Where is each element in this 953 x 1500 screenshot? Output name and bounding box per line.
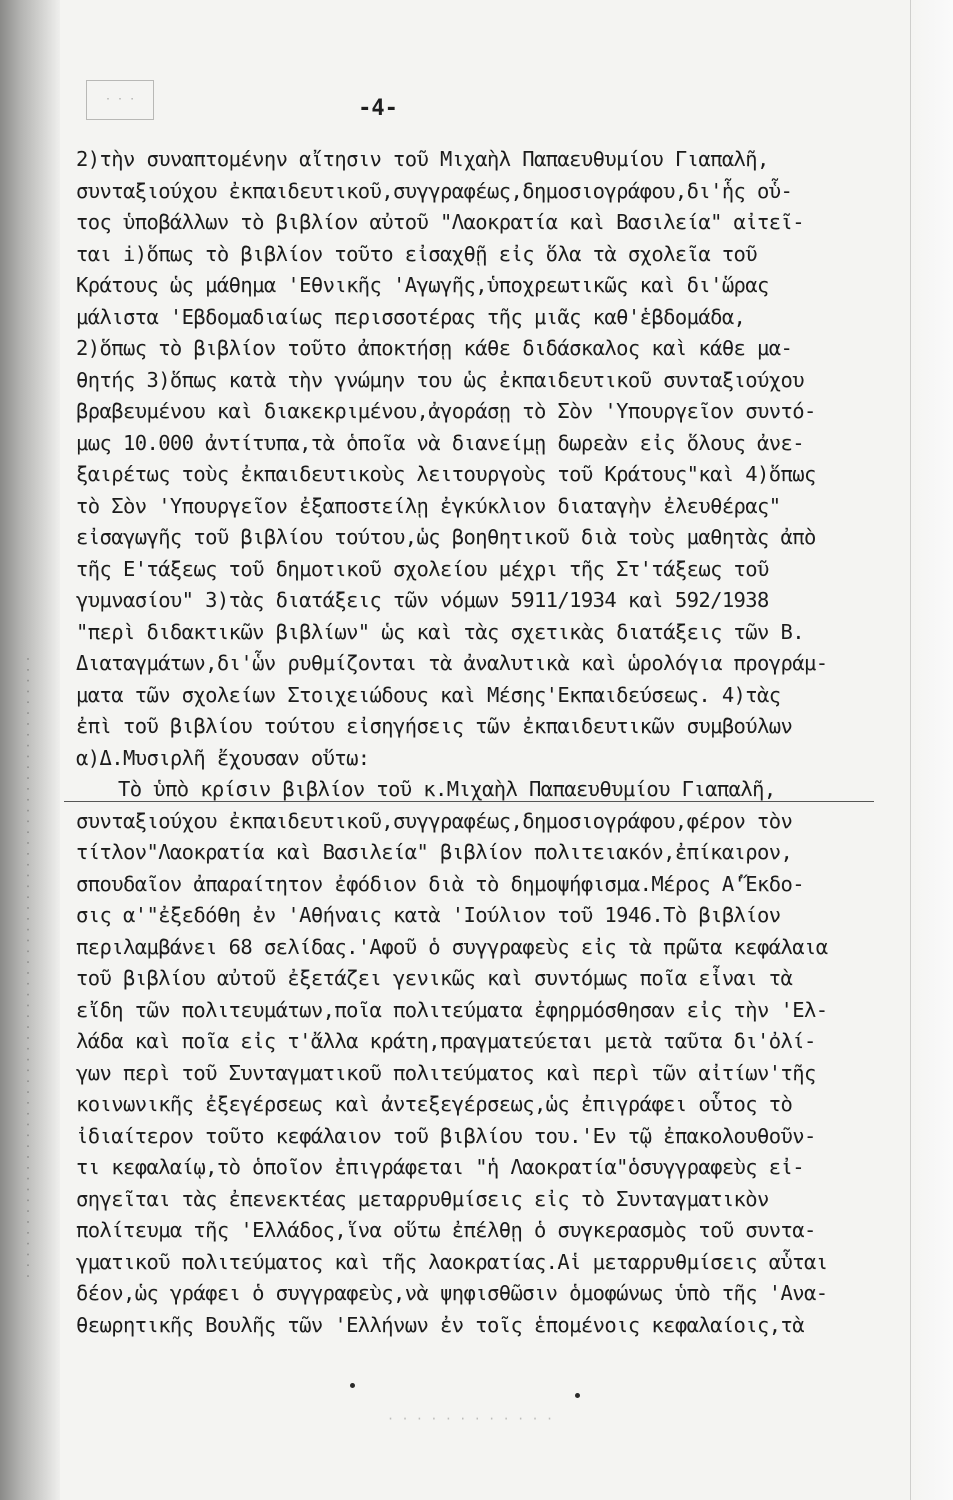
typed-body-text [76, 144, 906, 1341]
bleed-through-side: .......................................................... [18, 652, 33, 1280]
bleed-through-stamp: · · · [86, 80, 154, 120]
text-line: ἰδιαίτερον τοῦτο κεφάλαιον τοῦ βιβλίου του.'Εν τῷ ἐπακολουθοῦν- [76, 1123, 816, 1148]
text-line: θητής 3)ὅπως κατὰ τὴν γνώμην του ὡς ἐκπαιδευτικοῦ συνταξιούχου [76, 367, 805, 392]
text-line: τῆς Ε'τάξεως τοῦ δημοτικοῦ σχολείου μέχρι τῆς Στ'τάξεως τοῦ [76, 556, 769, 581]
text-line: "περὶ διδακτικῶν βιβλίων" ὡς καὶ τὰς σχετικὰς διατάξεις τῶν Β. [76, 619, 805, 644]
bleed-through-footer: · · · · · · · · · · · · [386, 1412, 554, 1426]
text-line: τοῦ βιβλίου αὐτοῦ ἐξετάζει γενικῶς καὶ συντόμως ποῖα εἶναι τὰ [76, 966, 793, 990]
text-line: Τὸ ὑπὸ κρίσιν βιβλίον τοῦ κ.Μιχαὴλ Παπαευθυμίου Γιαπαλῆ, [118, 777, 776, 801]
text-line: γυμνασίου" 3)τὰς διατάξεις τῶν νόμων 5911/1934 καὶ 592/1938 [76, 588, 769, 612]
text-line: τος ὑποβάλλων τὸ βιβλίον αὐτοῦ "Λαοκρατία καὶ Βασιλεία" αἰτεῖ- [76, 210, 805, 234]
text-line: θεωρητικῆς Βουλῆς τῶν 'Ελλήνων ἐν τοῖς ἑπομένοις κεφαλαίοις,τὰ [76, 1312, 805, 1337]
text-line: Κράτους ὡς μάθημα 'Εθνικῆς 'Αγωγῆς,ὑποχρεωτικῶς καὶ δι'ὥρας [76, 273, 769, 297]
text-line: 2)ὅπως τὸ βιβλίον τοῦτο ἀποκτήσῃ κάθε διδάσκαλος καὶ κάθε μα- [76, 336, 793, 360]
text-line: εἰσαγωγῆς τοῦ βιβλίου τούτου,ὡς βοηθητικοῦ διὰ τοὺς μαθητὰς ἀπὸ [76, 525, 816, 549]
scan-right-margin [910, 0, 953, 1500]
text-line: ξαιρέτως τοὺς ἐκπαιδευτικοὺς λειτουργοὺς τοῦ Κράτους"καὶ 4)ὅπως [76, 462, 816, 486]
text-line: τὸ Σὸν 'Υπουργεῖον ἐξαποστείλῃ ἐγκύκλιον διαταγὴν ἐλευθέρας" [76, 493, 781, 518]
text-line: βραβευμένου καὶ διακεκριμένου,ἀγοράσῃ τὸ Σὸν 'Υπουργεῖον συντό- [76, 399, 816, 423]
text-line: μάλιστα 'Εβδομαδιαίως περισσοτέρας τῆς μιᾶς καθ'ἑβδομάδα, [76, 304, 746, 329]
page-number: -4- [358, 96, 398, 121]
text-line: σις α'"ἐξεδόθη ἐν 'Αθήναις κατὰ 'Ιούλιον τοῦ 1946.Τὸ βιβλίον [76, 903, 781, 927]
text-line: μως 10.000 ἀντίτυπα,τὰ ὁποῖα νὰ διανείμῃ δωρεὰν εἰς ὅλους ἀνε- [76, 430, 805, 455]
ink-dot [575, 1393, 580, 1398]
text-line: εἴδη τῶν πολιτευμάτων,ποῖα πολιτεύματα ἐφηρμόσθησαν εἰς τὴν 'Ελ- [76, 997, 828, 1022]
text-line: ἐπὶ τοῦ βιβλίου τούτου εἰσηγήσεις τῶν ἐκπαιδευτικῶν συμβούλων [76, 714, 793, 738]
ink-dot [350, 1383, 355, 1388]
text-line: πολίτευμα τῆς 'Ελλάδος,ἵνα οὕτω ἐπέλθῃ ὁ συγκερασμὸς τοῦ συντα- [76, 1218, 816, 1242]
text-line: Διαταγμάτων,δι'ὧν ρυθμίζονται τὰ ἀναλυτικὰ καὶ ὡρολόγια προγράμ- [76, 651, 828, 675]
text-line: δέον,ὡς γράφει ὁ συγγραφεὺς,νὰ ψηφισθῶσιν ὁμοφώνως ὑπὸ τῆς 'Ανα- [76, 1281, 828, 1305]
text-line: ται i)ὅπως τὸ βιβλίον τοῦτο εἰσαχθῇ εἰς ὅλα τὰ σχολεῖα τοῦ [76, 241, 758, 266]
text-line: τίτλον"Λαοκρατία καὶ Βασιλεία" βιβλίον πολιτειακόν,ἐπίκαιρον, [76, 840, 793, 864]
text-line: περιλαμβάνει 68 σελίδας.'Αφοῦ ὁ συγγραφεὺς εἰς τὰ πρῶτα κεφάλαια [76, 934, 828, 959]
text-line: γματικοῦ πολιτεύματος καὶ τῆς λαοκρατίας.Αἱ μεταρρυθμίσεις αὗται [76, 1249, 828, 1274]
text-line: κοινωνικῆς ἐξεγέρσεως καὶ ἀντεξεγέρσεως,ὡς ἐπιγράφει οὗτος τὸ [76, 1092, 793, 1116]
text-line: α)Δ.Μυσιρλῆ ἔχουσαν οὕτω: [76, 745, 370, 770]
text-line: συνταξιούχου ἐκπαιδευτικοῦ,συγγραφέως,δημοσιογράφου,φέρον τὸν [76, 808, 793, 833]
text-line: ματα τῶν σχολείων Στοιχειώδους καὶ Μέσης'Εκπαιδεύσεως. 4)τὰς [76, 682, 781, 707]
text-line: σηγεῖται τὰς ἐπενεκτέας μεταρρυθμίσεις εἰς τὸ Συνταγματικὸν [76, 1186, 769, 1211]
text-line: τι κεφαλαίῳ,τὸ ὁποῖον ἐπιγράφεται "ἡ Λαοκρατία"ὁσυγγραφεὺς εἰ- [76, 1155, 805, 1179]
text-line: σπουδαῖον ἀπαραίτητον ἐφόδιον διὰ τὸ δημοψήφισμα.Μέρος Α'Ἔκδο- [76, 871, 805, 896]
text-line: λάδα καὶ ποῖα εἰς τ'ἄλλα κράτη,πραγματεύεται μετὰ ταῦτα δι'ὀλί- [76, 1029, 816, 1053]
text-line: συνταξιούχου ἐκπαιδευτικοῦ,συγγραφέως,δημοσιογράφου,δι'ἧς οὗ- [76, 178, 793, 203]
text-line: γων περὶ τοῦ Συνταγματικοῦ πολιτεύματος καὶ περὶ τῶν αἰτίων'τῆς [76, 1060, 816, 1085]
scan-binding-shadow [0, 0, 60, 1500]
text-line: 2)τὴν συναπτομένην αἴτησιν τοῦ Μιχαὴλ Παπαευθυμίου Γιαπαλῆ, [76, 147, 769, 171]
